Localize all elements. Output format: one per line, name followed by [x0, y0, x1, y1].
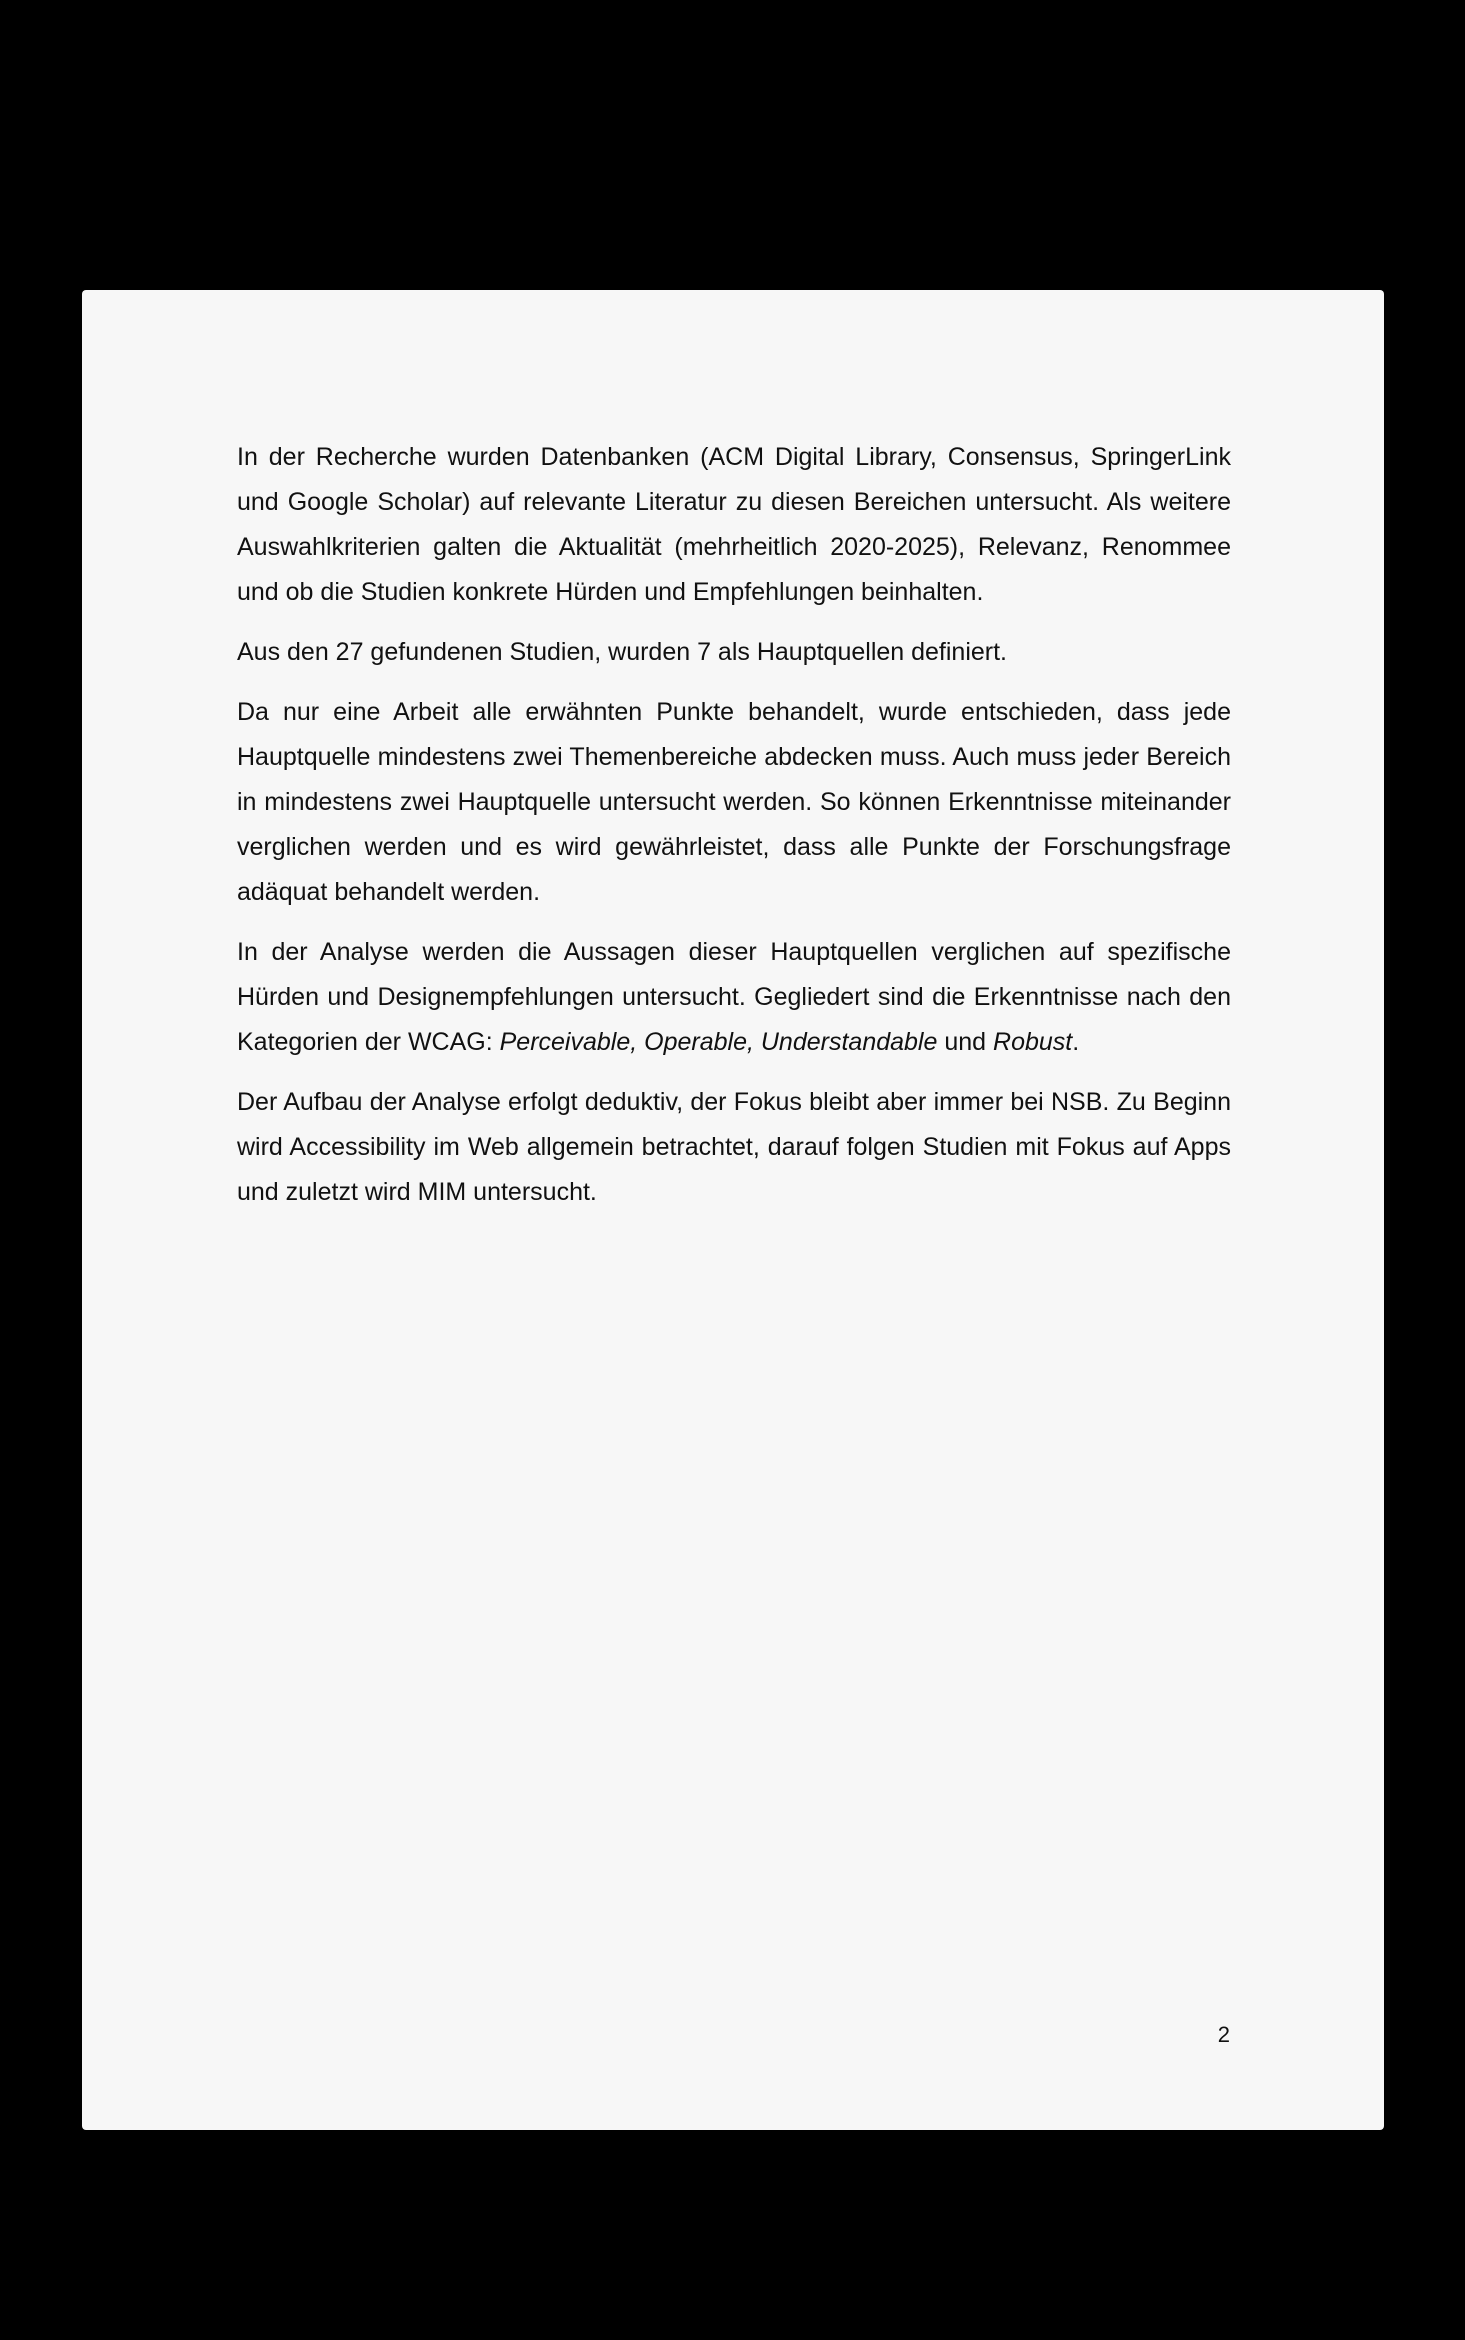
paragraph-4-connector: und	[937, 1028, 994, 1056]
page-content	[237, 435, 1231, 1230]
paragraph-4	[237, 930, 1231, 1065]
wcag-robust: Robust	[993, 1028, 1073, 1056]
paragraph-5: Der Aufbau der Analyse erfolgt deduktiv, der Fokus bleibt aber immer bei NSB. Zu Beginn wird Accessibility im Web allgemein betrachtet, darauf folgen Studien mit Fokus auf Apps und zuletzt wird MIM untersucht.	[237, 1088, 1231, 1206]
paragraph-4-suffix: .	[1072, 1028, 1080, 1056]
paragraph-4-prefix: In der Analyse werden die Aussagen dieser Hauptquellen verglichen auf spezifische Hürden und Designempfehlungen untersucht. Gegliedert sind die Erkenntnisse nach den Kategorien der WCAG:	[237, 938, 1231, 1056]
document-page	[82, 290, 1384, 2130]
paragraph-3: Da nur eine Arbeit alle erwähnten Punkte behandelt, wurde entschieden, dass jede Hauptquelle mindestens zwei Themenbereiche abdecken muss. Auch muss jeder Bereich in mindestens zwei Hauptquelle untersucht werden. So können Erkenntnisse miteinander verglichen werden und es wird gewährleistet, dass alle Punkte der Forschungsfrage adäquat behandelt werden.	[237, 698, 1231, 906]
wcag-categories: Perceivable, Operable, Understandable	[499, 1028, 938, 1056]
page-number: 2	[1217, 2022, 1230, 2047]
paragraph-2: Aus den 27 gefundenen Studien, wurden 7 als Hauptquellen definiert.	[237, 638, 1008, 666]
paragraph-1: In der Recherche wurden Datenbanken (ACM Digital Library, Consensus, SpringerLink und Google Scholar) auf relevante Literatur zu diesen Bereichen untersucht. Als weitere Auswahlkriterien galten die Aktualität (mehrheitlich 2020-2025), Relevanz, Renommee und ob die Studien konkrete Hürden und Empfehlungen beinhalten.	[237, 443, 1231, 606]
